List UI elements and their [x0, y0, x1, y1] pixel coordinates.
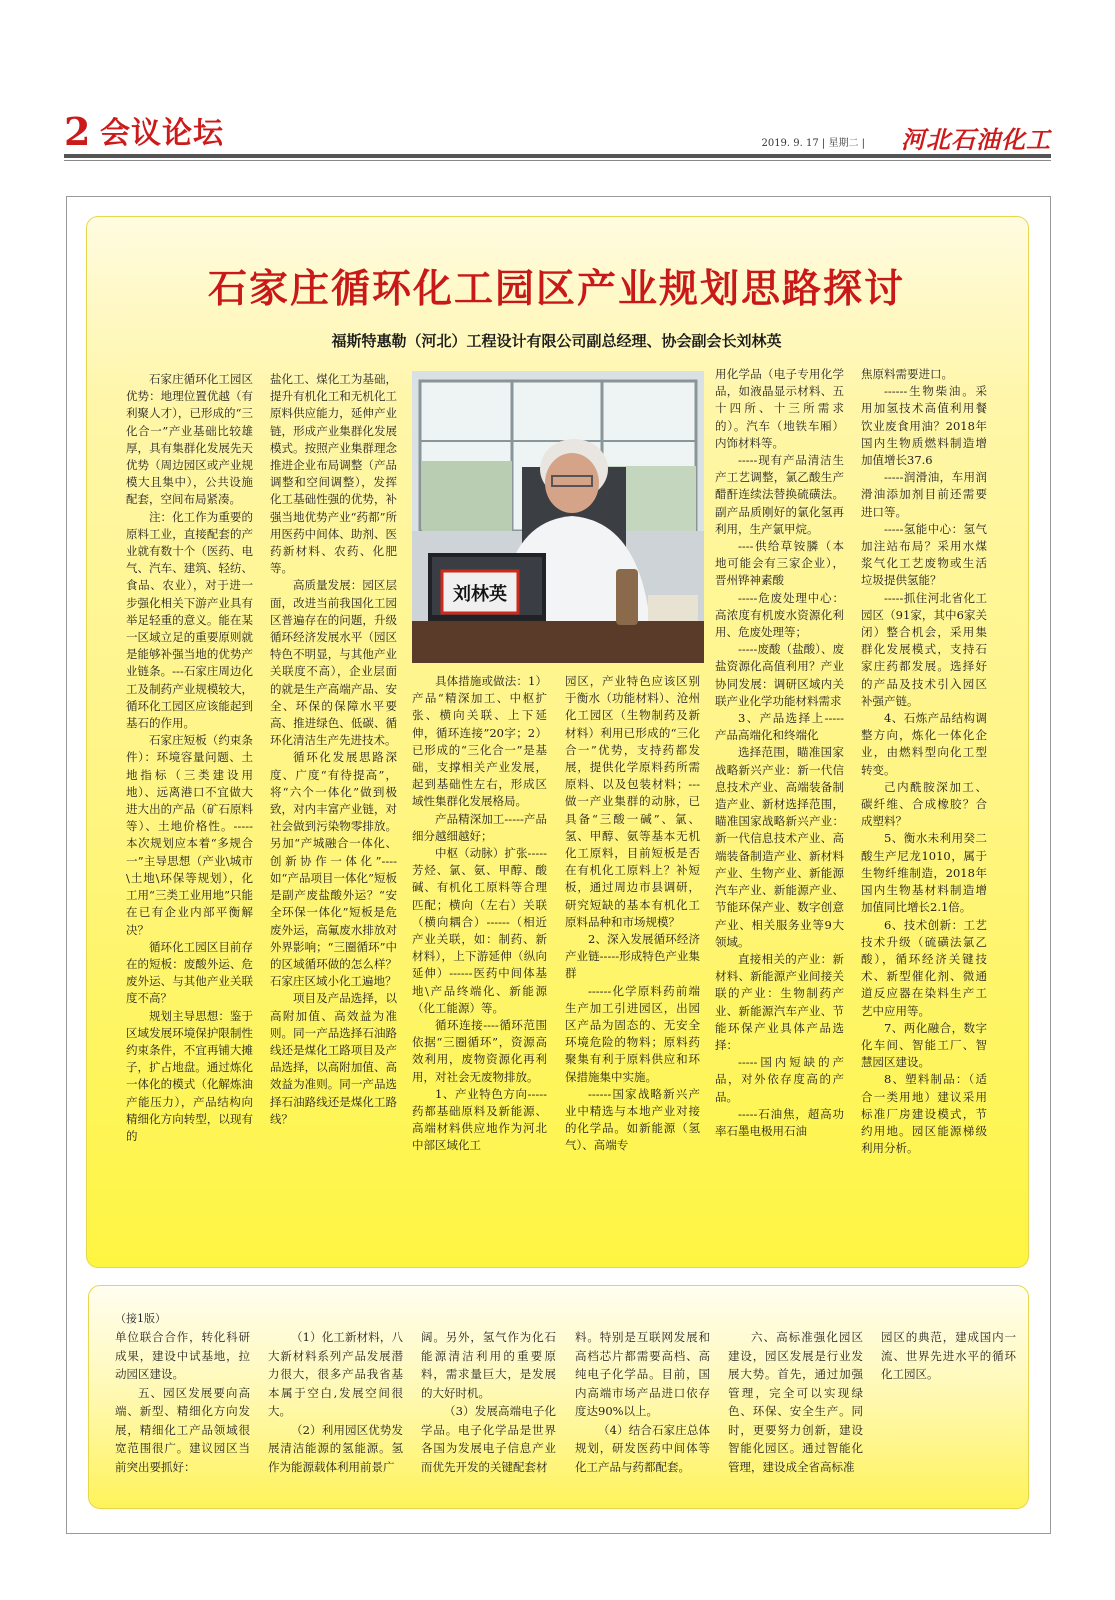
paragraph: 用化学品（电子专用化学品，如液晶显示材料、五十四所、十三所需求的）。汽车（地铁车厢）内饰材料等。	[715, 367, 844, 450]
paragraph: 盐化工、煤化工为基础，提升有机化工和无机化工原料供应能力，延伸产业链，形成产业集群化发展模式。按照产业集群理念推进企业布局调整（产品调整和空间调整），发挥化工基础性强的优势，补强当地优势产业“药都”所用医药中间体、助剂、医药新材料、农药、化肥等。	[270, 372, 397, 576]
paragraph: （1）化工新材料，八大新材料系列产品发展潜力很大，很多产品我省基本属于空白,发展空间很大。	[268, 1330, 403, 1418]
paragraph: ------国家战略新兴产业中精选与本地产业对接的化学品。如新能源（氢气）、高端专	[565, 1086, 700, 1153]
paragraph: 五、园区发展要向高端、新型、精细化方向发展，精细化工产品领域很宽范围很广。建议园区当前突出要抓好：	[115, 1385, 250, 1474]
paragraph: 焦原料需要进口。	[861, 367, 953, 381]
paragraph: -----石油焦，超高功率石墨电极用石油	[715, 1106, 844, 1138]
header-rule-thin	[64, 160, 1051, 161]
paragraph: （4）结合石家庄总体规划，研发医药中间体等化工产品与药都配套。	[575, 1422, 710, 1474]
paragraph: 注：化工作为重要的原料工业，直接配套的产业就有数十个（医药、电气、汽车、建筑、轻纺、食品、农业），对于进一步强化相关下游产业具有举足轻重的意义。能在某一区域立足的重要原则就是能够补强当地的优势产业链条。---石家庄周边化工及制药产业规模较大，循环化工园区应该能起到基石的作用。	[126, 509, 253, 731]
paragraph: 选择范围，瞄准国家战略新兴产业：新一代信息技术产业、高端装备制造产业、新材选择范围，瞄准国家战略新兴产业：新一代信息技术产业、高端装备制造产业、新材料产业、生物产业、新能源汽车产业、新能源产业、节能环保产业、数字创意产业、相关服务业等9大领域。	[715, 745, 844, 949]
paragraph: 项目及产品选择，以高附加值、高效益为准则。同一产品选择石油路线还是煤化工路项目及产品选择，以高附加值、高效益为准则。同一产品选择石油路线还是煤化工路线？	[270, 991, 397, 1126]
page-number: 2	[64, 109, 91, 154]
paragraph: （3）发展高端电子化学品。电子化学品是世界各国为发展电子信息产业而优先开发的关键配套材	[421, 1404, 556, 1474]
paragraph: 6、技术创新：工艺技术升级（硫磺法氯乙酸），循环经济关键技术、新型催化剂、微通道反应器在染料生产工艺中应用等。	[861, 917, 987, 1018]
paragraph: -----现有产品清洁生产工艺调整，氯乙酸生产醋酐连续法替换硫磺法。副产品质刚好的氯化氢再利用，生产氯甲烷。	[715, 453, 844, 536]
article-column-2	[270, 371, 397, 1241]
paragraph: -----氢能中心：氢气加注站布局？采用水煤浆气化工艺废物或生活垃圾提供氢能？	[861, 521, 987, 588]
continued-column-3	[421, 1328, 556, 1503]
paragraph: 循环化工园区目前存在的短板：废酸外运、危废外运、与其他产业关联度不高？	[126, 939, 253, 1006]
paragraph: 园区的典范，建成国内一流、世界先进水平的循环化工园区。	[881, 1330, 1016, 1381]
paragraph: 石家庄短板（约束条件）：环境容量问题、土地指标（三类建设用地）、远离港口不宜做大进大出的产品（矿石原料等）、土地价格性。-----本次规划应本着“多规合一”主导思想（产业\城市\土地\环保等规划），化工用“三类工业用地”只能在已有企业内部平衡解决？	[126, 733, 253, 937]
paragraph: 六、高标准强化园区建设，园区发展是行业发展大势。首先，通过加强管理，完全可以实现绿色、环保、安全生产。同时，更要努力创新，建设智能化园区。通过智能化管理，建设成全省高标准	[728, 1330, 863, 1474]
paragraph: 单位联合合作，转化科研成果，建设中试基地，拉动园区建设。	[115, 1330, 250, 1381]
paragraph: -----抓住河北省化工园区（91家，其中6家关闭）整合机会，采用集群化发展模式，支持石家庄药都发展。选择好的产品及技术引入园区补强产链。	[861, 590, 987, 708]
article-column-1	[126, 371, 253, 1241]
paragraph: -----废酸（盐酸）、废盐资源化高值利用？产业协同发展：调研区域内关联产业化学功能材料需求	[715, 642, 844, 708]
issue-date: 2019. 9. 17 | 星期二 |	[761, 138, 865, 149]
nameplate-text: 刘林英	[453, 584, 507, 605]
paragraph: 具体措施或做法：1）产品“精深加工、中枢扩张、横向关联、上下延伸，循环连接”20字；2）已形成的“三化合一”是基础，支撑相关产业发展，起到基础性左右，形成区域性集群化发展格局。	[412, 674, 547, 809]
article-column-5	[715, 366, 844, 1241]
paragraph: 直接相关的产业：新材料、新能源产业间接关联的产业：生物制药产业、新能源汽车产业、节能环保产业具体产品选择：	[715, 951, 844, 1052]
paragraph: 料。特别是互联网发展和高档芯片都需要高档、高纯电子化学品。目前，国内高端市场产品进口依存度达90%以上。	[575, 1330, 710, 1418]
paragraph: 园区，产业特色应该区别于衡水（功能材料）、沧州化工园区（生物制药及新材料）利用已形成的“三化合一”优势，支持药都发展，提供化学原料药所需原料、以及包装材料；---做一产业集群的动脉，已具备“三酸一碱”、氯、氢、甲醇、氨等基本无机化工原料，目前短板是否在有机化工原料上？补短板，通过周边市县调研，研究短缺的基本有机化工原料品种和市场规模？	[565, 674, 700, 929]
article-column-3	[412, 673, 547, 1243]
continued-label: （接1版）	[115, 1312, 166, 1325]
newspaper-logo: 河北石油化工	[901, 125, 1051, 154]
paragraph: （2）利用园区优势发展清洁能源的氢能源。氢作为能源载体利用前景广	[268, 1422, 403, 1474]
paragraph: ------生物柴油。采用加氢技术高值利用餐饮业废食用油？2018年国内生物质燃料制造增加值增长37.6	[861, 384, 987, 468]
continued-column-4	[575, 1328, 710, 1503]
article-column-4	[565, 673, 700, 1243]
paragraph: 2、深入发展循环经济产业链-----形成特色产业集群	[565, 932, 700, 981]
paragraph: 产品精深加工-----产品细分越细越好；	[412, 811, 547, 843]
article-column-6	[861, 366, 987, 1241]
paragraph: 高质量发展：园区层面，改进当前我国化工园区普遍存在的问题，升级循环经济发展水平（园区特色不明显，与其他产业关联度不高），企业层面的就是生产高端产品、安全、环保的保障水平要高、推进绿色、低碳、循环化清洁生产先进技术。	[270, 578, 397, 748]
continued-column-5	[728, 1328, 863, 1503]
header-rule	[64, 154, 1051, 158]
paragraph: -----危废处理中心：高浓度有机废水资源化利用、危废处理等；	[715, 590, 844, 640]
paragraph: 循环化发展思路深度、广度“有待提高”，将“六个一体化”做到极致，对内丰富产业链，对社会做到污染物零排放。另加“产城融合一体化、创新协作一体化”----如“产品项目一体化”短板是副产废盐酸外运？“安全环保一体化”短板是危废外运，高氟废水排放对外界影响；“三圈循环”中的区域循环做的怎么样？石家庄区域小化工遍地？	[270, 750, 397, 989]
article-byline: 福斯特惠勒（河北）工程设计有限公司副总经理、协会副会长刘林英	[331, 332, 782, 350]
paragraph: 循环连接----循环范围依据“三圈循环”，资源高效利用，废物资源化再利用，对社会无废物排放。	[412, 1018, 547, 1084]
article-headline: 石家庄循环化工园区产业规划思路探讨	[207, 266, 905, 312]
paragraph: 1、产业特色方向-----药都基础原料及新能源、高端材料供应地作为河北中部区域化工	[412, 1086, 547, 1153]
paragraph: -----国内短缺的产品，对外依存度高的产品。	[715, 1055, 844, 1104]
author-photo	[412, 371, 704, 663]
paragraph: 8、塑料制品：（适合一类用地）建议采用标准厂房建设模式，节约用地。园区能源梯级利用分析。	[861, 1072, 987, 1156]
continued-column-6	[881, 1328, 1016, 1503]
paragraph: ------化学原料药前端生产加工引进园区，出园区产品为固态的、无安全环境危险的物料；原料药聚集有利于原料供应和环保措施集中实施。	[565, 983, 700, 1084]
paragraph: 5、衡水未利用癸二酸生产尼龙1010，属于生物纤维制造，2018年国内生物基材料制造增加值同比增长2.1倍。	[861, 831, 987, 915]
continued-column-2	[268, 1328, 403, 1503]
paragraph: -----润滑油，车用润滑油添加剂目前还需要进口等。	[861, 470, 987, 519]
paragraph: 阔。另外，氢气作为化石能源清洁利用的重要原料，需求量巨大，是发展的大好时机。	[421, 1330, 556, 1400]
paragraph: 7、两化融合，数字化车间、智能工厂、智慧园区建设。	[861, 1020, 987, 1070]
paragraph: 4、石炼产品结构调整方向，炼化一体化企业，由燃料型向化工型转变。	[861, 711, 987, 777]
page-header	[64, 108, 1051, 158]
section-title: 会议论坛	[100, 116, 224, 151]
paragraph: 中枢（动脉）扩张-----芳烃、氯、氨、甲醇、酸碱、有机化工原料等合理匹配；横向（左右）关联（横向耦合）------（相近产业关联，如：制药、新材料），上下游延伸（纵向延伸）------医药中间体基地\产品终端化、新能源（化工能源）等。	[412, 846, 547, 1015]
paragraph: ----供给草铵膦（本地可能会有三家企业），晋州铧神素酸	[715, 539, 844, 588]
paragraph: 规划主导思想：鉴于区域发展环境保护限制性约束条件，不宜再铺大摊子，扩占地盘。通过炼化一体化的模式（化解炼油产能压力），产品结构向精细化方向转型，以现有的	[126, 1008, 253, 1143]
paragraph: 己内酰胺深加工、碳纤维、合成橡胶？合成塑料？	[861, 779, 987, 829]
continued-column-1	[115, 1328, 250, 1503]
paragraph: 石家庄循环化工园区优势：地理位置优越（有利聚人才），已形成的“三化合一”产业基础比较雄厚，具有集群化发展先天优势（周边园区或产业规模大且集中），公共设施配套，空间布局紧凑。	[126, 372, 253, 507]
paragraph: 3、产品选择上-----产品高端化和终端化	[715, 711, 844, 743]
